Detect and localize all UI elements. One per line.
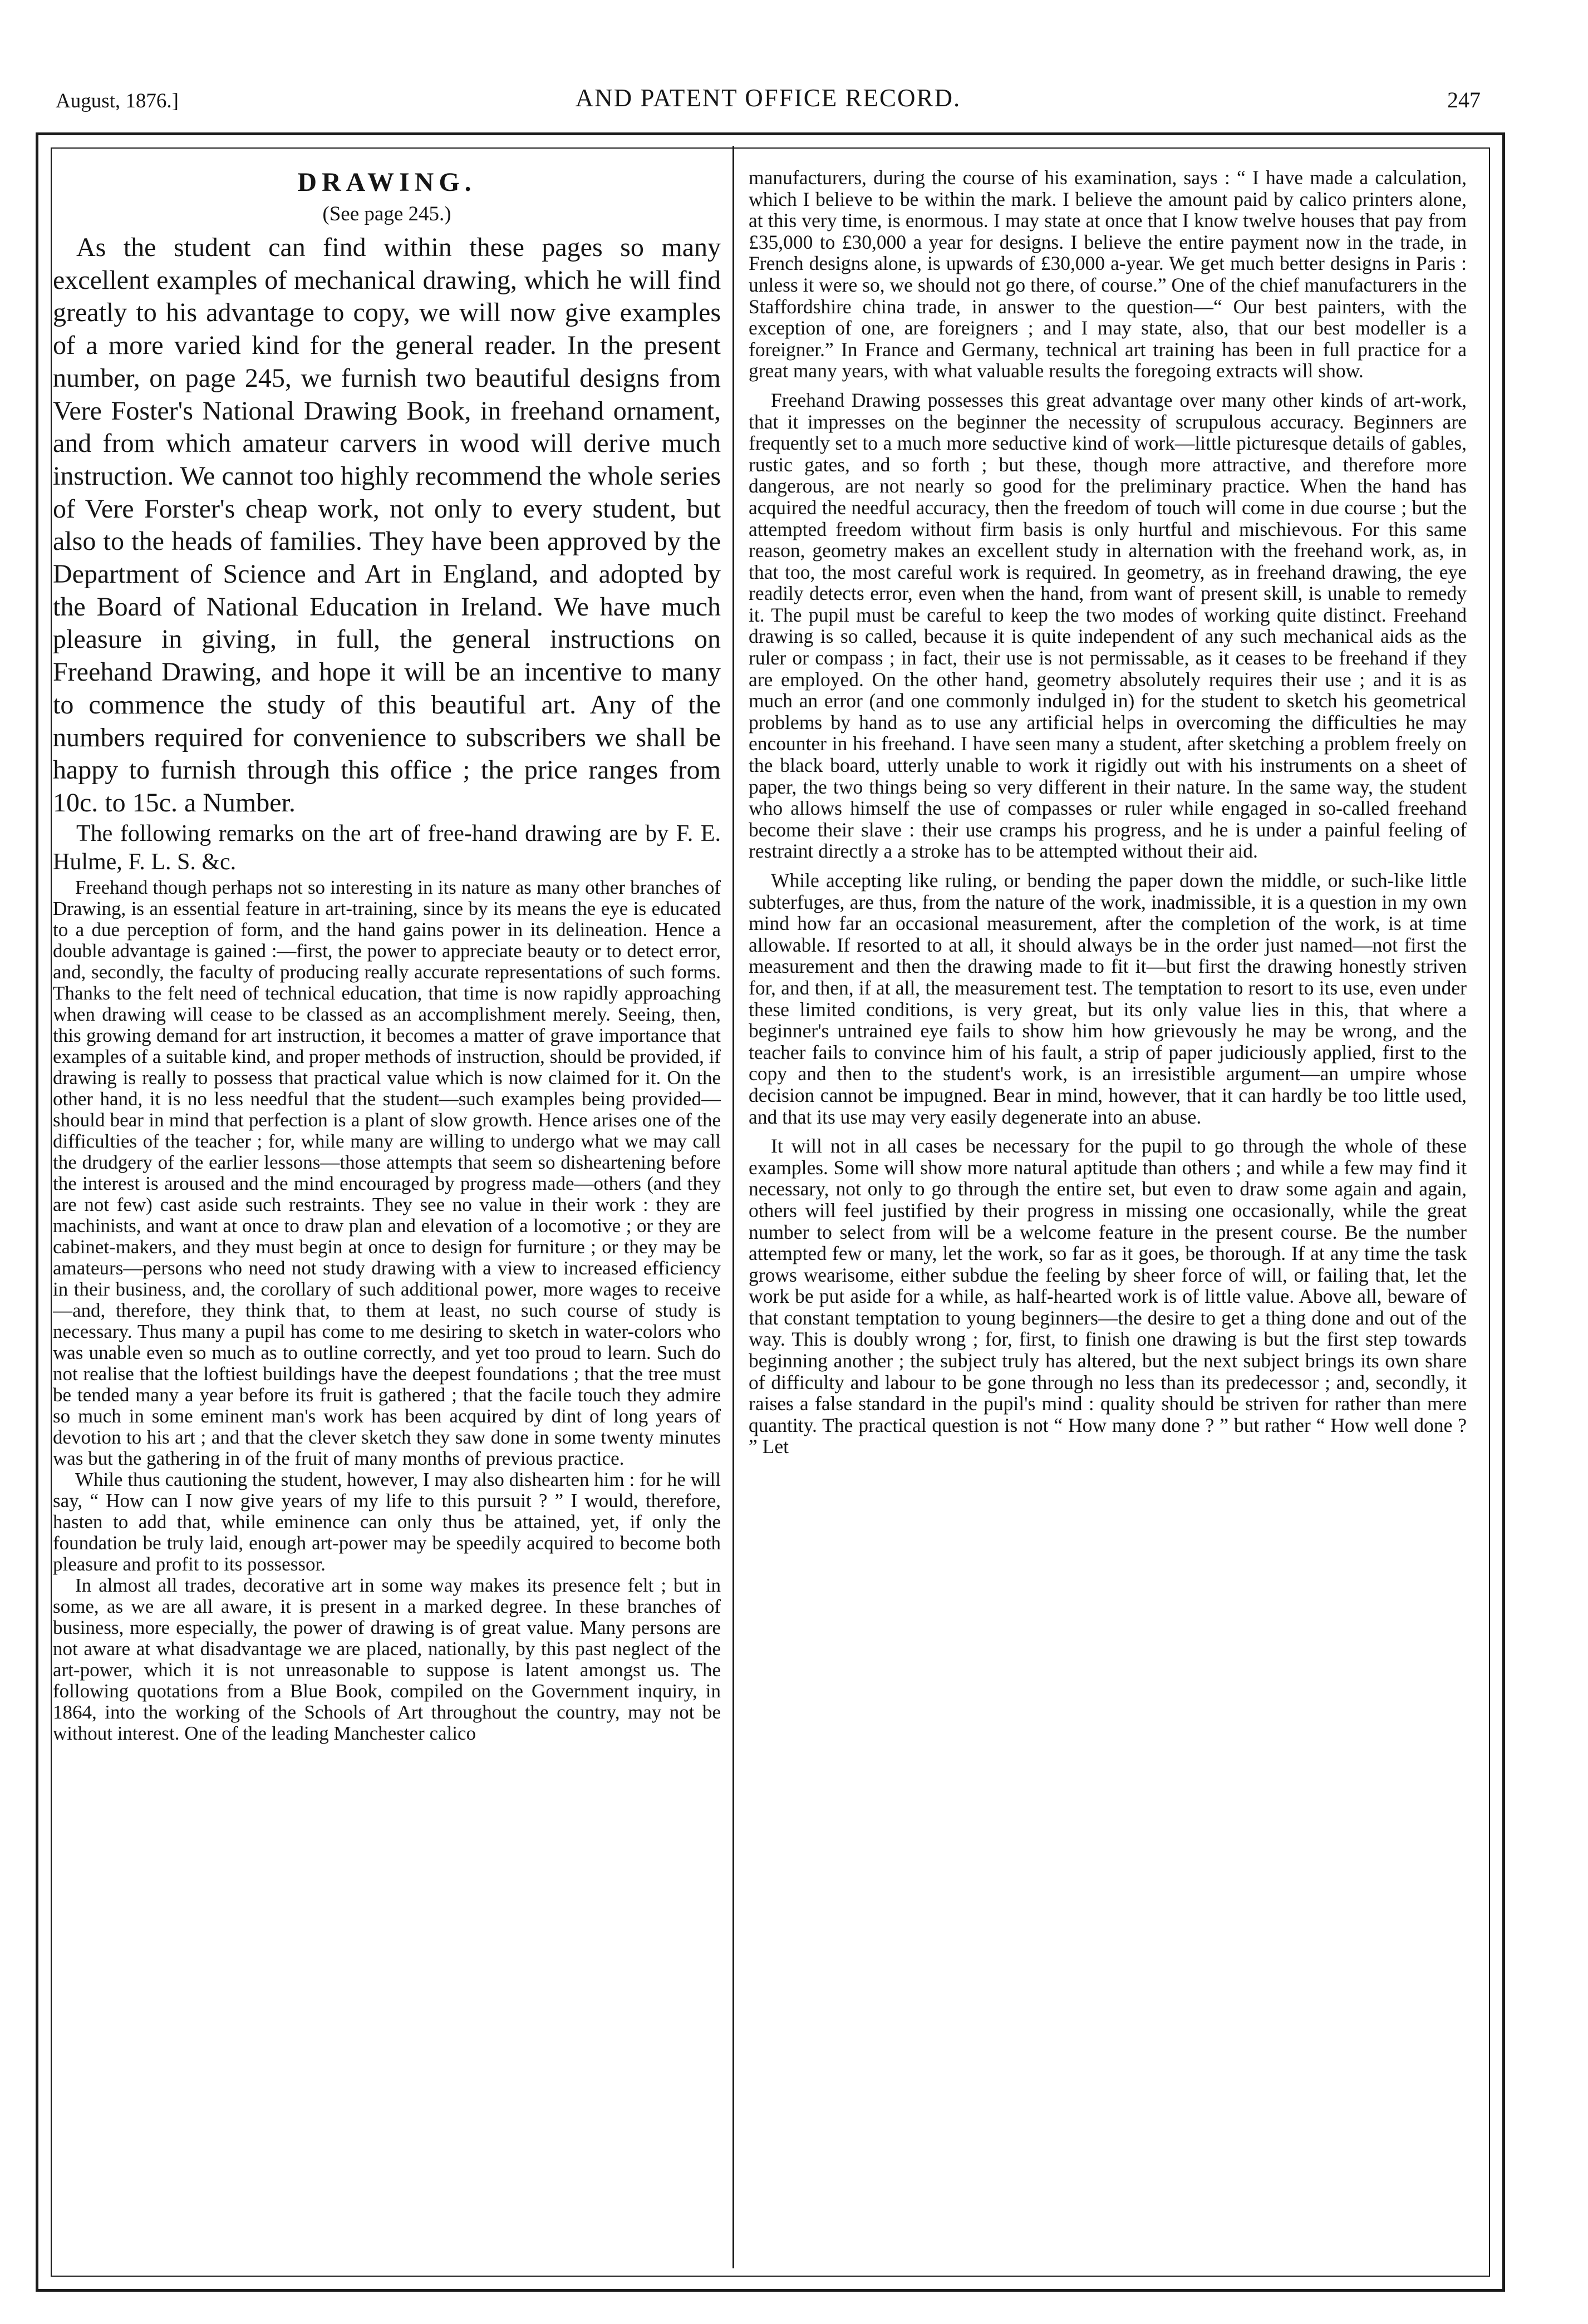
see-page-note: (See page 245.)	[322, 203, 451, 225]
publication-title: AND PATENT OFFICE RECORD.	[575, 84, 961, 112]
body-paragraph: While thus cautioning the student, however, I may also dishearten him : for he will say, “ How can I now give years of my life to this pursuit ? ” I would, therefore, hasten to add that, while eminence can only thus be attained, yet, if only the foundation be truly laid, enough art-power may be speedily acquired to become both pleasure and profit to its possessor.	[53, 1468, 721, 1575]
body-paragraph: In almost all trades, decorative art in some way makes its presence felt ; but in some, as we are all aware, it is present in a marked degree. In these branches of business, more especially, the power of drawing is of great value. Many persons are not aware at what disadvantage we are placed, nationally, by this past neglect of the art-power, which it is not unreasonable to suppose is latent amongst us. The following quotations from a Blue Book, compiled on the Government inquiry, in 1864, into the working of the Schools of Art throughout the country, may not be without interest. One of the leading Manchester calico	[53, 1574, 721, 1744]
body-paragraph: Freehand Drawing possesses this great advantage over many other kinds of art-work, that it impresses on the beginner the necessity of scrupulous accuracy. Beginners are frequently set to a much more seductive kind of work—little picturesque details of gables, rustic gates, and so forth ; but these, though more attractive, and therefore more dangerous, are not nearly so good for the preliminary practice. When the hand has acquired the needful accuracy, then the freedom of touch will come in due course ; but the attempted freedom without firm basis is only hurtful and mischievous. For this same reason, geometry makes an excellent study in alternation with the freehand work, as, in that too, the most careful work is required. In geometry, as in freehand drawing, the eye readily detects error, even when the hand, from want of present skill, is unable to remedy it. The pupil must be careful to keep the two modes of working quite distinct. Freehand drawing is so called, because it is quite independent of any such mechanical aids as the ruler or compass ; in fact, their use is not permissable, as it ceases to be freehand if they are employed. On the other hand, geometry absolutely requires their use ; and it is as much an error (and one commonly indulged in) for the student to sketch his geometrical problems by hand as to use any artificial helps in overcoming the difficulties he may encounter in his freehand. I have seen many a student, after sketching a problem freely on the black board, utterly unable to work it rigidly out with his instruments on a sheet of paper, the two things being so very different in their nature. In the same way, the student who allows himself the use of compasses or ruler while engaged in so-called freehand become their slave : their use cramps his progress, and he is under a painful feeling of restraint directly a a stroke has to be attempted without their aid.	[749, 388, 1467, 863]
remarks-intro: The following remarks on the art of free-hand drawing are by F. E. Hulme, F. L. S. &c.	[53, 820, 721, 875]
body-paragraph: manufacturers, during the course of his examination, says : “ I have made a calculation, which I believe to be within the mark. I believe the amount paid by calico printers alone, at this very time, is enormous. I may state at once that I know twelve houses that pay from £35,000 to £30,000 a year for designs. I believe the entire payment now in the trade, in French designs alone, is upwards of £30,000 a-year. We get much better designs in Paris : unless it were so, we should not go there, of course.” One of the chief manufacturers in the Staffordshire china trade, in answer to the question—“ Our best painters, with the exception of one, are foreigners ; and I may state, also, that our best modeller is a foreigner.” In France and Germany, technical art training has been in full practice for a great many years, with what valuable results the foregoing extracts will show.	[749, 167, 1467, 382]
body-paragraph: It will not in all cases be necessary for the pupil to go through the whole of these examples. Some will show more natural aptitude than others ; and while a few may find it necessary, not only to go through the entire set, but even to draw some again and again, others will feel justified by their progress in missing one occasionally, while the great number to select from will be a welcome feature in the present course. Be the number attempted few or many, let the work, so far as it goes, be thorough. If at any time the task grows wearisome, either subdue the feeling by sheer force of will, or failing that, let the work be put aside for a while, as half-hearted work is of little value. Above all, beware of that constant temptation to young beginners—the desire to get a thing done and out of the way. This is doubly wrong ; for, first, to finish one drawing is but the first step towards beginning another ; the subject truly has altered, but the next subject brings its own share of difficulty and labour to be gone through no less than its predecessor ; and, secondly, it raises a false standard in the pupil's mind : quality should be striven for rather than mere quantity. The practical question is not “ How many done ? ” but rather “ How well done ? ” Let	[749, 1135, 1467, 1458]
intro-paragraph: As the student can find within these pages so many excellent examples of mechanical drawing, which he will find greatly to his advantage to copy, we will now give examples of a more varied kind for the general reader. In the present number, on page 245, we furnish two beautiful designs from Vere Foster's National Drawing Book, in freehand ornament, and from which amateur carvers in wood will derive much instruction. We cannot too highly recommend the whole series of Vere Forster's cheap work, not only to every student, but also to the heads of families. They have been approved by the Department of Science and Art in England, and adopted by the Board of National Education in Ireland. We have much pleasure in giving, in full, the general instructions on Freehand Drawing, and hope it will be an incentive to many to commence the study of this beautiful art. Any of the numbers required for convenience to subscribers we shall be happy to furnish through this office ; the price ranges from 10c. to 15c. a Number.	[53, 233, 721, 818]
body-paragraph: Freehand though perhaps not so interesting in its nature as many other branches of Drawing, is an essential feature in art-training, since by its means the eye is educated to a due perception of form, and the hand gains power in its delineation. Hence a double advantage is gained :—first, the power to appreciate beauty or to detect error, and, secondly, the faculty of producing really accurate representations of such forms. Thanks to the felt need of technical education, that time is now rapidly approaching when drawing will cease to be classed as an accomplishment merely. Seeing, then, this growing demand for art instruction, it becomes a matter of grave importance that examples of a suitable kind, and proper methods of instruction, should be provided, if drawing is really to possess that practical value which is now claimed for it. On the other hand, it is no less needful that the student—such examples being provided—should bear in mind that perfection is a plant of slow growth. Hence arises one of the difficulties of the teacher ; for, while many are willing to undergo what we may call the drudgery of the earlier lessons—those attempts that seem so disheartening before the interest is aroused and the mind encouraged by progress made—others (and they are not few) cast aside such restraints. They see no value in their work : they are machinists, and want at once to draw plan and elevation of a locomotive ; or they are cabinet-makers, and they must begin at once to design for furniture ; or they may be amateurs—persons who need not study drawing with a view to increased efficiency in their business, and, the corollary of such additional power, more wages to receive—and, therefore, they think that, to them at least, no such course of study is necessary. Thus many a pupil has come to me desiring to sketch in water-colors who was unable even so much as to outline correctly, and yet too proud to learn. Such do not realise that the loftiest buildings have the deepest foundations ; that the tree must be tended many a year before its fruit is gathered ; that the facile touch they admire so much in some eminent man's work has been acquired by dint of long years of devotion to his art ; and that the clever sketch they saw done in some twenty minutes was but the gathering in of the fruit of many months of previous practice.	[53, 876, 721, 1469]
running-header	[56, 83, 1481, 122]
article-title: DRAWING.	[297, 168, 476, 197]
column-divider	[732, 146, 734, 2268]
right-column	[749, 167, 1467, 2282]
left-column	[53, 167, 721, 2282]
issue-date: August, 1876.]	[56, 90, 179, 112]
page-number: 247	[1447, 87, 1481, 112]
body-paragraph: While accepting like ruling, or bending the paper down the middle, or such-like little subterfuges, are thus, from the nature of the work, inadmissible, it is a question in my own mind how far an occasional measurement, after the completion of the work, is at time allowable. If resorted to at all, it should always be in the order just named—not first the measurement and then the drawing made to fit it—but first the drawing honestly striven for, and then, if at all, the measurement test. The temptation to resort to its use, even under these limited conditions, is very great, but its only value lies in this, that where a beginner's untrained eye fails to show him how grievously he may be wrong, and the teacher fails to convince him of his fault, a strip of paper judiciously applied, first to the copy and then to the student's work, is an irresistible argument—an umpire whose decision cannot be impugned. Bear in mind, however, that it can hardly be too little used, and that its use may very easily degenerate into an abuse.	[749, 869, 1467, 1128]
